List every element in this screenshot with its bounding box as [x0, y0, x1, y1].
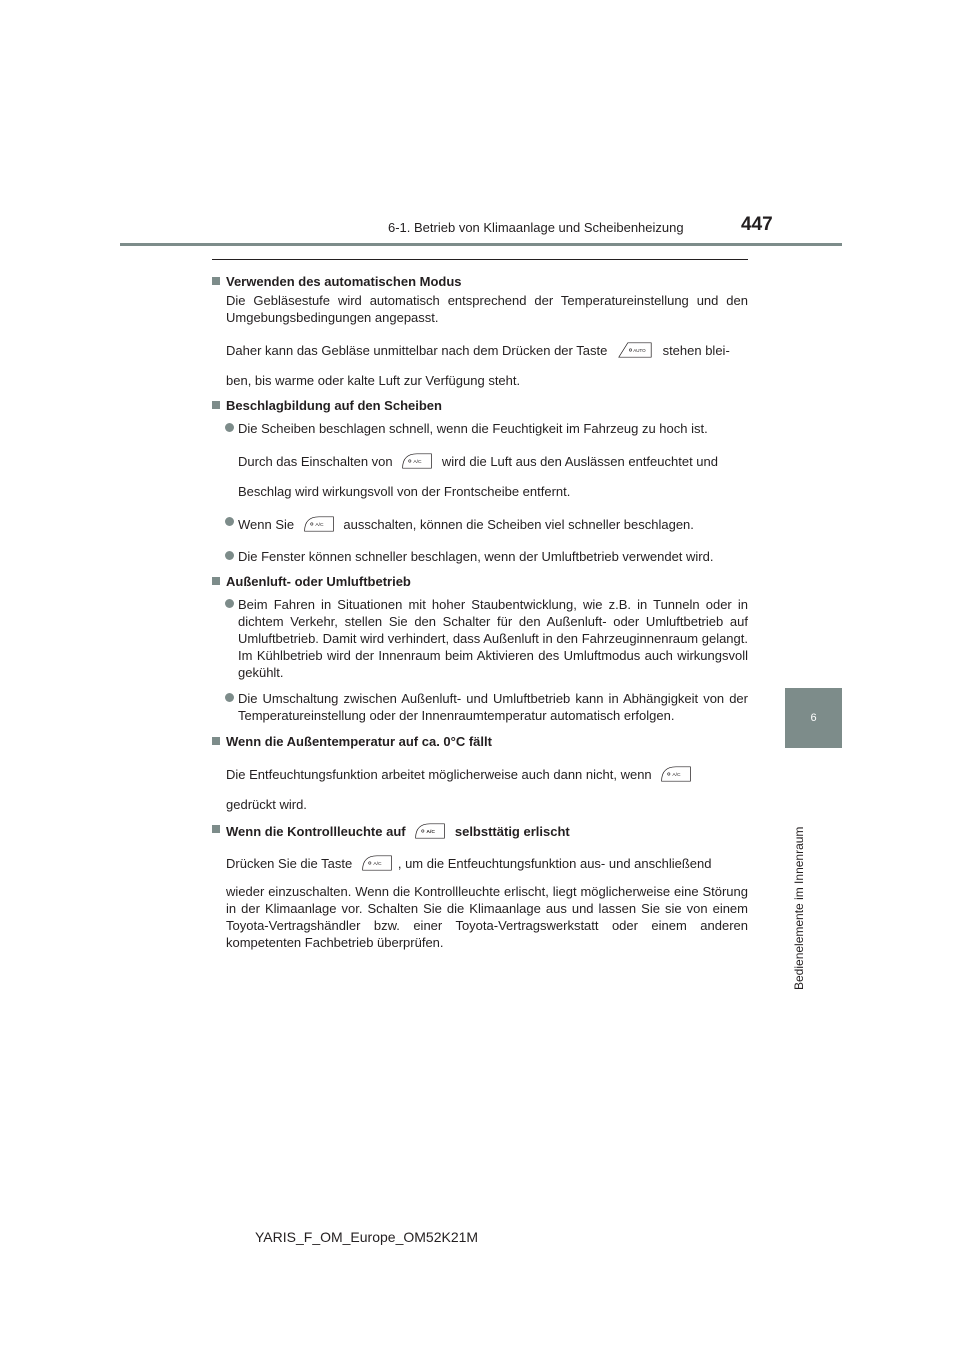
bullet-item: Die Scheiben beschlagen schnell, wenn die Feuchtigkeit im Fahrzeug zu hoch ist.	[212, 420, 748, 437]
ac-icon-label: A/C	[672, 772, 681, 778]
paragraph	[212, 764, 748, 786]
text: Wenn die Kontrollleuchte auf	[226, 824, 406, 839]
bullet-item: Beim Fahren in Situationen mit hoher Staubentwicklung, wie z.B. in Tunneln oder in dichtem Verkehr, stellen Sie den Schalter für den Außenluft- oder Umluftbetrieb auf Umluftbetrieb. Damit wird verhindert, dass Außenluft in den Fahrzeuginnenraum gelangt. Im Kühlbetrieb wird der Innenraum beim Aktivieren des Umluftmodus auch wirkungsvoll gekühlt.	[212, 596, 748, 681]
text: Wenn Sie	[238, 517, 295, 532]
chapter-tab	[785, 688, 842, 748]
text: wird die Luft aus den Auslässen entfeuchtet und	[441, 454, 718, 469]
page-content	[212, 268, 748, 951]
content-top-rule	[212, 259, 748, 260]
footer-document-code: YARIS_F_OM_Europe_OM52K21M	[255, 1229, 479, 1245]
header-title: 6-1. Betrieb von Klimaanlage und Scheibenheizung	[388, 220, 684, 235]
ac-button-icon	[659, 765, 693, 783]
paragraph: wieder einzuschalten. Wenn die Kontrollleuchte erlischt, liegt möglicherweise eine Störung in der Klimaanlage vor. Schalten Sie die Klimaanlage aus und lassen Sie sie von einem Toyota-Vertragshändler bzw. einer Toyota-Vertragswerkstatt oder einem anderen kompetenten Fachbetrieb überprüfen.	[226, 884, 748, 950]
text: stehen blei-	[662, 343, 730, 358]
ac-icon-label: A/C	[413, 459, 422, 465]
section-heading-auto-mode: Verwenden des automatischen Modus	[212, 273, 748, 290]
bullet-continuation: Beschlag wird wirkungsvoll von der Frontscheibe entfernt.	[238, 484, 571, 499]
section-heading-recirculation: Außenluft- oder Umluftbetrieb	[212, 573, 748, 590]
paragraph: gedrückt wird.	[226, 797, 307, 812]
text: selbsttätig erlischt	[454, 824, 570, 839]
paragraph	[212, 340, 748, 362]
text: Die Entfeuchtungsfunktion arbeitet möglicherweise auch dann nicht, wenn	[226, 767, 652, 782]
text: Drücken Sie die Taste	[226, 856, 353, 871]
ac-icon-label: A/C	[426, 829, 436, 835]
chapter-label: Bedienelemente im Innenraum	[792, 826, 806, 990]
section-heading-indicator	[212, 821, 748, 843]
bullet-continuation	[212, 451, 748, 473]
ac-button-icon	[413, 822, 447, 840]
section-heading-fogging: Beschlagbildung auf den Scheiben	[212, 397, 748, 414]
paragraph: ben, bis warme oder kalte Luft zur Verfügung steht.	[226, 373, 521, 388]
bullet-item	[212, 514, 748, 536]
paragraph	[212, 853, 748, 875]
text: , um die Entfeuchtungsfunktion aus- und anschließend	[397, 856, 712, 871]
ac-button-icon	[360, 854, 394, 872]
page-number: 447	[741, 214, 773, 235]
bullet-item: Die Umschaltung zwischen Außenluft- und Umluftbetrieb kann in Abhängigkeit von der Temperatureinstellung oder der Innenraumtemperatur automatisch erfolgen.	[212, 690, 748, 724]
paragraph: Die Gebläsestufe wird automatisch entsprechend der Temperatureinstellung und den Umgebungsbedingungen angepasst.	[226, 293, 748, 325]
text: ausschalten, können die Scheiben viel schneller beschlagen.	[343, 517, 694, 532]
auto-icon-label: AUTO	[633, 347, 646, 353]
ac-icon-label: A/C	[373, 861, 382, 867]
ac-icon-label: A/C	[315, 522, 324, 528]
auto-button-icon	[615, 341, 655, 359]
text: Daher kann das Gebläse unmittelbar nach dem Drücken der Taste	[226, 343, 608, 358]
chapter-side-label	[790, 826, 810, 990]
section-heading-low-temperature: Wenn die Außentemperatur auf ca. 0°C fällt	[212, 733, 748, 750]
bullet-item: Die Fenster können schneller beschlagen, wenn der Umluftbetrieb verwendet wird.	[212, 548, 748, 565]
ac-button-icon	[302, 515, 336, 533]
ac-button-icon	[400, 452, 434, 470]
chapter-number: 6	[810, 712, 817, 724]
header-rule	[120, 243, 842, 246]
text: Durch das Einschalten von	[238, 454, 393, 469]
